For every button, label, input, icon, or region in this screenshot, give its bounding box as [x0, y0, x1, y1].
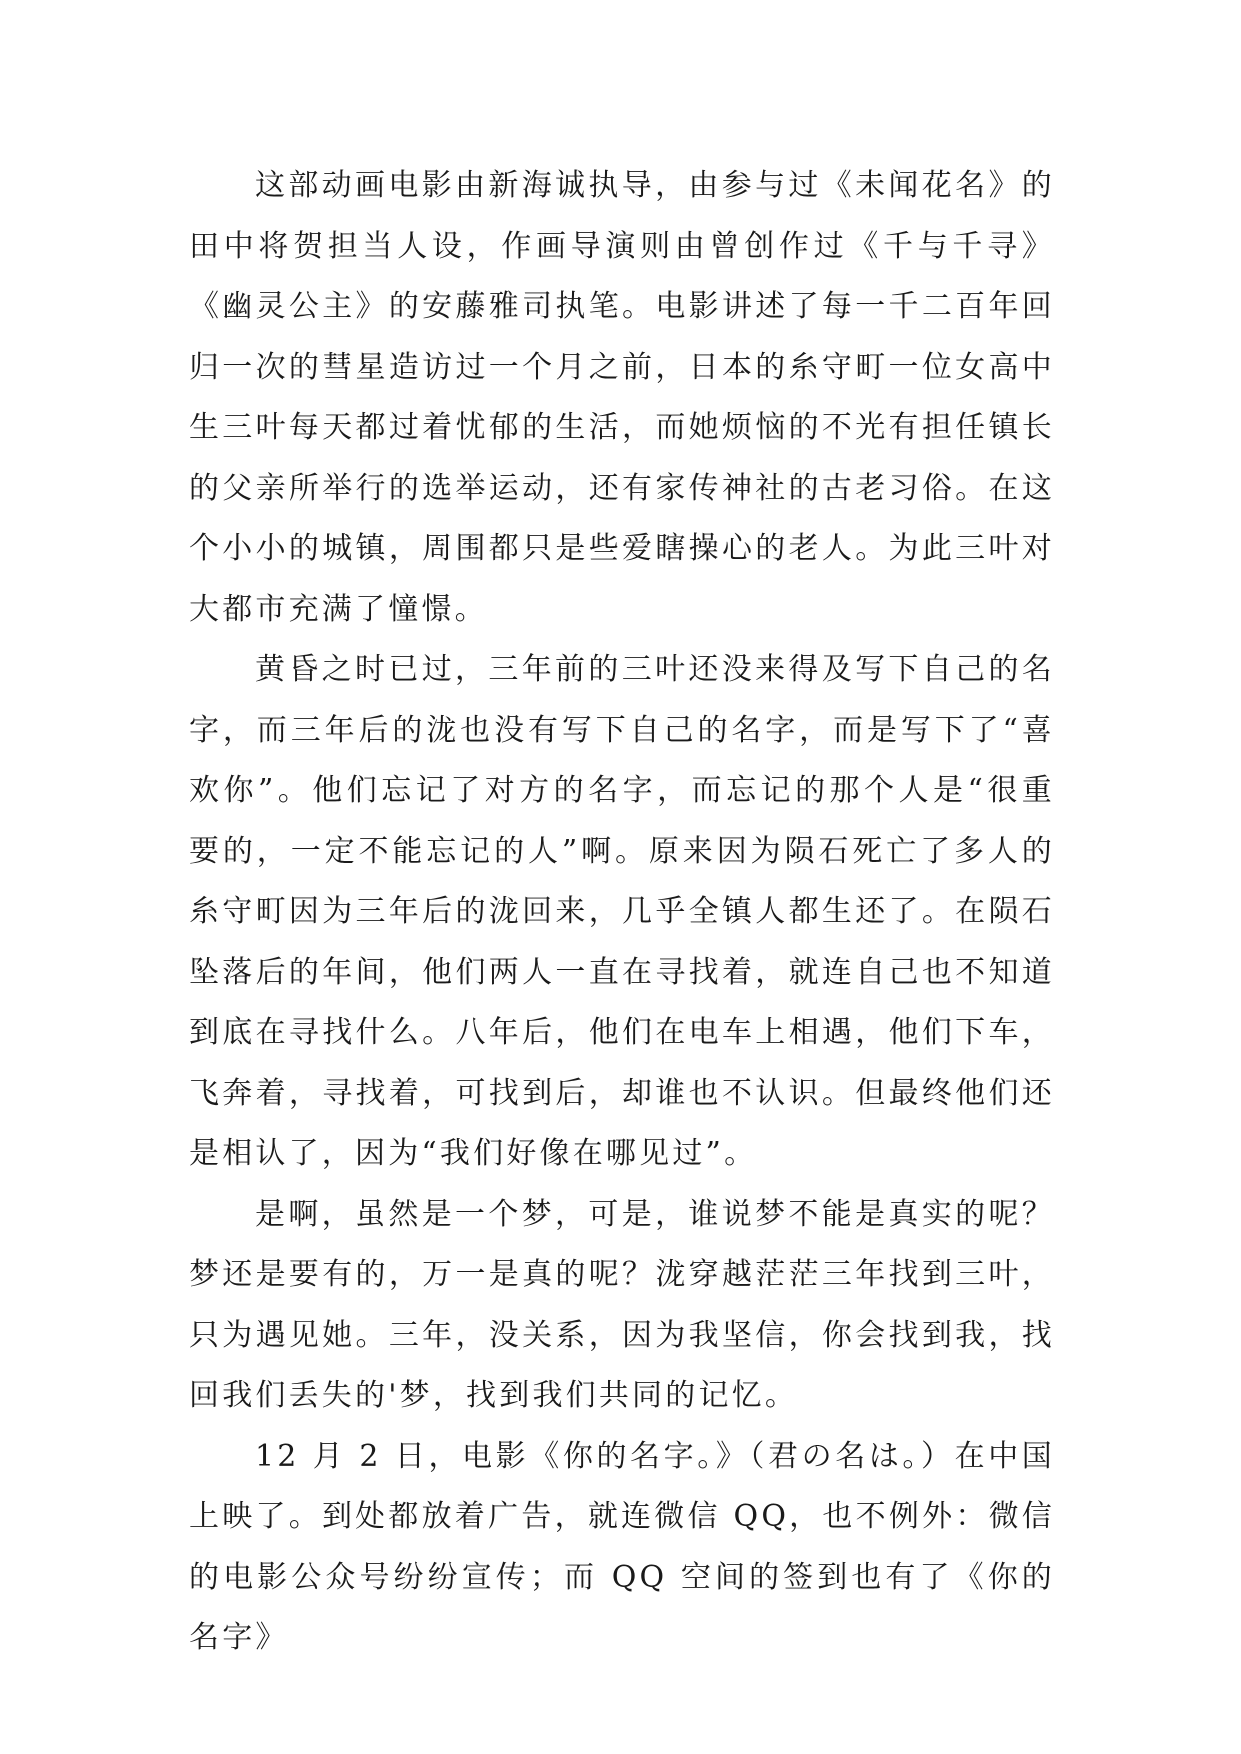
paragraph-4: 12 月 2 日，电影《你的名字。》（君の名は。）在中国上映了。到处都放着广告，就连微信 QQ，也不例外：微信的电影公众号纷纷宣传；而 QQ 空间的签到也有了《你的名字》 [189, 1438, 1055, 1655]
paragraph-1: 这部动画电影由新海诚执导，由参与过《未闻花名》的田中将贺担当人设，作画导演则由曾创作过《千与千寻》《幽灵公主》的安藤雅司执笔。电影讲述了每一千二百年回归一次的彗星造访过一个月之前，日本的糸守町一位女高中生三叶每天都过着忧郁的生活，而她烦恼的不光有担任镇长的父亲所举行的选举运动，还有家传神社的古老习俗。在这个小小的城镇，周围都只是些爱瞎操心的老人。为此三叶对大都市充满了憧憬。 [189, 168, 1055, 627]
paragraph-3: 是啊，虽然是一个梦，可是，谁说梦不能是真实的呢？梦还是要有的，万一是真的呢？泷穿越茫茫三年找到三叶，只为遇见她。三年，没关系，因为我坚信，你会找到我，找回我们丢失的'梦，找到我们共同的记忆。 [189, 1196, 1055, 1413]
paragraph-2: 黄昏之时已过，三年前的三叶还没来得及写下自己的名字，而三年后的泷也没有写下自己的名字，而是写下了“喜欢你”。他们忘记了对方的名字，而忘记的那个人是“很重要的，一定不能忘记的人”啊。原来因为陨石死亡了多人的糸守町因为三年后的泷回来，几乎全镇人都生还了。在陨石坠落后的年间，他们两人一直在寻找着，就连自己也不知道到底在寻找什么。八年后，他们在电车上相遇，他们下车，飞奔着，寻找着，可找到后，却谁也不认识。但最终他们还是相认了，因为“我们好像在哪见过”。 [189, 652, 1055, 1171]
document-body [189, 156, 1055, 1669]
